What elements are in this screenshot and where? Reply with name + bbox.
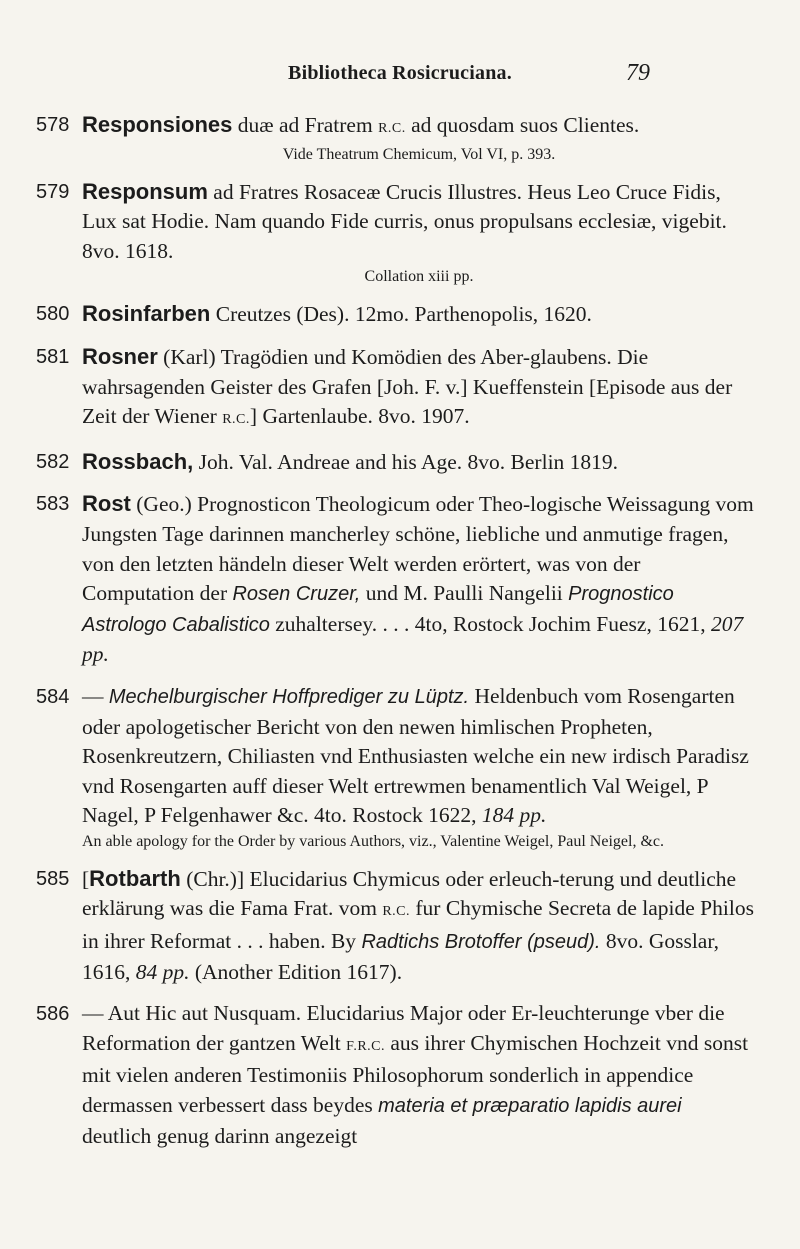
entry-text: (Geo.) Prognosticon Theologicum oder Theo-logische Weissagung vom Jungsten Tage darinnen mancherley schöne, liebliche und anmutige fragen, von den letzten händeln dieser Welt werden erörtert, was von der Computation der bbox=[82, 492, 754, 606]
entry-abbrev: R.C. bbox=[378, 121, 406, 136]
entry-headword: Rosinfarben bbox=[82, 301, 211, 327]
entry-lead: — bbox=[82, 683, 109, 708]
entry-number: 582 bbox=[36, 450, 70, 473]
entry-abbrev: R.C. bbox=[382, 904, 411, 920]
entry-text: ad Fratres Rosaceæ Crucis Illustres. Heus Leo Cruce Fidis, Lux sat Hodie. Nam quando Fide curris, onus propulsans ecclesiæ, vigebit. 8vo. 1618. bbox=[82, 179, 727, 263]
entry-pages: 84 pp. bbox=[135, 959, 190, 984]
entry-580 bbox=[36, 299, 756, 330]
entry-body bbox=[82, 299, 756, 330]
entry-578 bbox=[36, 110, 756, 165]
entry-headword: Responsiones bbox=[82, 112, 233, 137]
entry-italic: Mechelburgischer Hoffprediger zu Lüptz. bbox=[108, 685, 470, 708]
entry-585 bbox=[36, 864, 756, 987]
entry-note: An able apology for the Order by various Authors, viz., Valentine Weigel, Paul Neigel, &c. bbox=[82, 832, 664, 850]
entry-number: 583 bbox=[36, 493, 70, 516]
entry-italic: Radtichs Brotoffer (pseud). bbox=[361, 931, 601, 954]
entry-text: duæ ad Fratrem bbox=[232, 113, 379, 137]
entry-headword: Responsum bbox=[82, 178, 208, 204]
entry-text: (Karl) Tragödien und Komödien des Aber-glaubens. Die wahrsagenden Geister des Grafen [Joh. F. v.] Kueffenstein [Episode aus der Zeit der Wiener bbox=[82, 344, 733, 429]
entry-abbrev: F.R.C. bbox=[346, 1038, 385, 1054]
entry-body bbox=[82, 177, 756, 288]
entry-586 bbox=[36, 999, 756, 1151]
entry-text: und M. Paulli Nangelii bbox=[360, 581, 569, 606]
entry-body bbox=[82, 110, 756, 165]
entry-headword: Rost bbox=[82, 491, 131, 517]
entry-number: 579 bbox=[36, 180, 70, 203]
entry-note: Vide Theatrum Chemicum, Vol VI, p. 393. bbox=[282, 145, 556, 163]
entry-text: — Aut Hic aut Nusquam. Elucidarius Major oder Er-leuchterunge vber die Reformation der gantzen Welt bbox=[82, 1001, 725, 1055]
entry-headword: Rotbarth bbox=[89, 865, 181, 891]
entry-number: 578 bbox=[36, 114, 70, 136]
entry-number: 581 bbox=[36, 345, 70, 368]
entry-text: zuhaltersey. . . . 4to, Rostock Jochim Fuesz, 1621, bbox=[269, 611, 711, 636]
bibliography-entries bbox=[36, 110, 756, 1163]
entry-text: Creutzes (Des). 12mo. Parthenopolis, 1620. bbox=[210, 302, 592, 327]
entry-pages: 207 pp. bbox=[82, 611, 744, 667]
entry-body bbox=[82, 682, 756, 852]
entry-text: ad quosdam suos Clientes. bbox=[405, 113, 640, 137]
entry-581 bbox=[36, 342, 756, 435]
entry-text: deutlich genug darinn angezeigt bbox=[82, 1123, 358, 1148]
entry-text: aus ihrer Chymischen Hochzeit vnd sonst mit vielen anderen Testimoniis Philosophorum sonderlich in appendice dermassen verbessert dass beydes bbox=[82, 1030, 749, 1118]
entry-body bbox=[82, 864, 756, 987]
page-number: 79 bbox=[626, 60, 650, 86]
entry-number: 584 bbox=[36, 685, 70, 708]
entry-pages: 184 pp. bbox=[481, 803, 547, 828]
entry-583 bbox=[36, 489, 756, 670]
entry-text: fur Chymische Secreta de lapide Philos in ihrer Reformat . . . haben. By bbox=[82, 896, 754, 954]
entry-579 bbox=[36, 177, 756, 288]
entry-body bbox=[82, 342, 756, 435]
entry-abbrev: R.C. bbox=[222, 412, 250, 428]
entry-body bbox=[82, 489, 756, 670]
entry-number: 580 bbox=[36, 303, 70, 326]
entry-body bbox=[82, 999, 756, 1151]
entry-text: (Another Edition 1617). bbox=[189, 959, 403, 984]
entry-text: Heldenbuch vom Rosengarten oder apologetischer Bericht von den newen himlischen Propheten, Rosenkreutzern, Chiliasten vnd Enthusiasten welche ein new irdisch Paradisz vnd Rosengarten auff dieser Welt ertrewmen benamentlich Val Weigel, P Nagel, P Felgenhawer &c. 4to. Rostock 1622, bbox=[82, 683, 749, 828]
entry-582 bbox=[36, 447, 756, 478]
entry-number: 585 bbox=[36, 867, 70, 890]
entry-headword: Rossbach, bbox=[82, 448, 194, 474]
entry-text: Joh. Val. Andreae and his Age. 8vo. Berlin 1819. bbox=[193, 449, 619, 474]
running-title: Bibliotheca Rosicruciana. bbox=[288, 62, 512, 84]
entry-body bbox=[82, 447, 756, 478]
entry-italic: Rosen Cruzer, bbox=[232, 583, 361, 606]
entry-text: ] Gartenlaube. 8vo. 1907. bbox=[249, 404, 470, 429]
entry-note: Collation xiii pp. bbox=[364, 268, 474, 286]
entry-number: 586 bbox=[36, 1003, 70, 1026]
entry-lead: [ bbox=[82, 866, 90, 891]
entry-584 bbox=[36, 682, 756, 852]
page-header bbox=[0, 62, 800, 92]
entry-headword: Rosner bbox=[82, 343, 158, 369]
entry-text: (Chr.)] Elucidarius Chymicus oder erleuch-terung und deutliche erklärung was die Fama Frat. vom bbox=[82, 866, 737, 921]
entry-italic: materia et præparatio lapidis aurei bbox=[378, 1095, 682, 1118]
entry-italic: Prognostico Astrologo Cabalistico bbox=[82, 583, 674, 636]
entry-text: 8vo. Gosslar, 1616, bbox=[82, 929, 720, 984]
